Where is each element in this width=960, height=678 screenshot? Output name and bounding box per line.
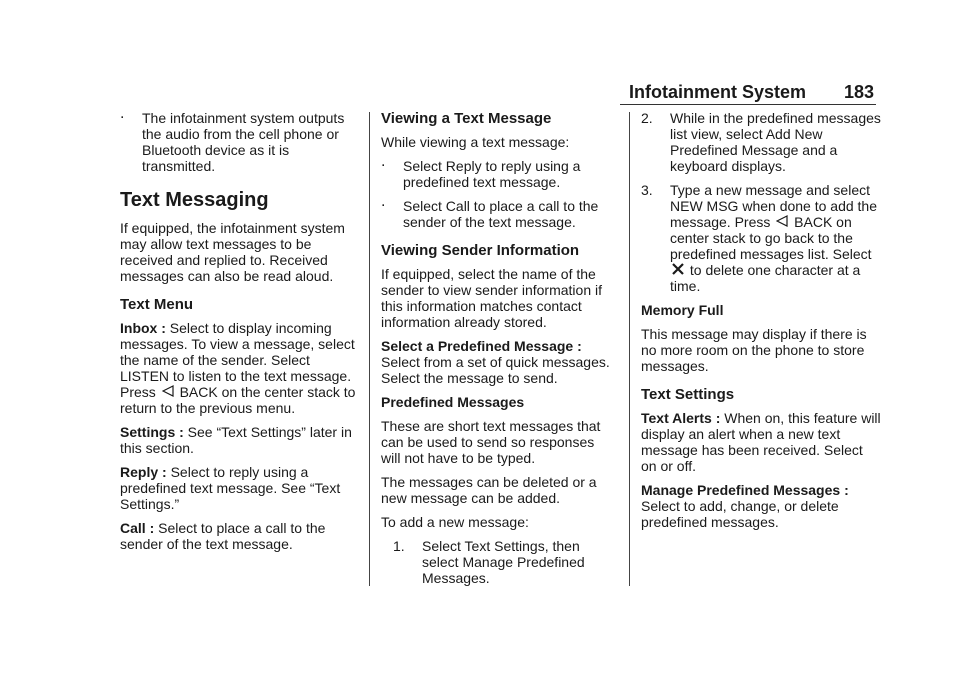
paragraph: If equipped, the infotainment system may allow text messages to be received and replied to. Received messages can also be read aloud. bbox=[120, 220, 345, 284]
paragraph-reply: Reply : Select to reply using a predefined text message. See “Text Settings.” bbox=[120, 464, 341, 512]
subheading-memory-full: Memory Full bbox=[641, 302, 724, 318]
term-label: Select a Predefined Message : bbox=[381, 338, 582, 354]
term-label: Inbox : bbox=[120, 320, 166, 336]
paragraph: If equipped, select the name of the sender to view sender information if this information matches contact information already stored. bbox=[381, 266, 602, 330]
paragraph-settings: Settings : See “Text Settings” later in this section. bbox=[120, 424, 352, 456]
term-label: Reply : bbox=[120, 464, 167, 480]
paragraph: These are short text messages that can be used to send so responses will not have to be typed. bbox=[381, 418, 601, 466]
paragraph: While viewing a text message: bbox=[381, 134, 570, 150]
column-2 bbox=[381, 110, 617, 594]
page-number: 183 bbox=[843, 82, 874, 102]
heading-text-menu: Text Menu bbox=[120, 296, 194, 313]
term-label: Manage Predefined Messages : bbox=[641, 482, 849, 498]
column-3 bbox=[641, 110, 881, 538]
section-title: Infotainment System bbox=[628, 82, 806, 102]
column-divider bbox=[629, 112, 630, 586]
paragraph-call: Call : Select to place a call to the sender of the text message. bbox=[120, 520, 326, 552]
list-item: 1. Select Text Settings, then select Manage Predefined Messages. bbox=[393, 538, 585, 586]
bullet-dot-icon: . bbox=[381, 193, 386, 210]
list-item: 2. While in the predefined messages list view, select Add New Predefined Message and a keyboard displays. bbox=[641, 110, 881, 174]
heading-text-messaging: Text Messaging bbox=[120, 189, 269, 211]
paragraph-manage-predefined: Manage Predefined Messages : Select to add, change, or delete predefined messages. bbox=[641, 482, 849, 530]
paragraph: The messages can be deleted or a new message can be added. bbox=[381, 474, 597, 506]
column-1 bbox=[120, 105, 360, 560]
heading-viewing-sender-info: Viewing Sender Information bbox=[381, 242, 580, 259]
column-divider bbox=[369, 112, 370, 586]
paragraph: This message may display if there is no more room on the phone to store messages. bbox=[641, 326, 867, 374]
paragraph-inbox: Inbox : Select to display incoming messages. To view a message, select the name of the sender. Select LISTEN to listen to the text message. Press BACK on the center stack to return to the previous menu. bbox=[120, 320, 356, 416]
subheading-predefined-messages: Predefined Messages bbox=[381, 394, 525, 410]
term-label: Call : bbox=[120, 520, 155, 536]
bullet-dot-icon: . bbox=[381, 153, 386, 170]
bullet-dot-icon: . bbox=[120, 105, 125, 122]
back-triangle-icon bbox=[162, 385, 174, 397]
paragraph: To add a new message: bbox=[381, 514, 529, 530]
page-header bbox=[620, 80, 876, 106]
list-item: . The infotainment system outputs the audio from the cell phone or Bluetooth device as it is transmitted. bbox=[120, 105, 345, 174]
list-item: . Select Reply to reply using a predefined text message. bbox=[381, 153, 581, 190]
header-rule bbox=[620, 104, 876, 105]
back-triangle-icon bbox=[776, 215, 788, 227]
paragraph-select-predefined: Select a Predefined Message : Select from a set of quick messages. Select the message to send. bbox=[381, 338, 610, 386]
heading-text-settings: Text Settings bbox=[641, 386, 735, 403]
delete-x-icon bbox=[672, 263, 684, 275]
term-label: Text Alerts : bbox=[641, 410, 721, 426]
heading-viewing-text-message: Viewing a Text Message bbox=[381, 110, 552, 127]
term-label: Settings : bbox=[120, 424, 184, 440]
list-item: 3. Type a new message and select NEW MSG when done to add the message. Press BACK on center stack to go back to the predefined messages list. Select to delete one character at a time. bbox=[641, 182, 877, 294]
list-item: . Select Call to place a call to the sender of the text message. bbox=[381, 193, 599, 230]
paragraph-text-alerts: Text Alerts : When on, this feature will display an alert when a new text message has been received. Select on or off. bbox=[641, 410, 881, 474]
